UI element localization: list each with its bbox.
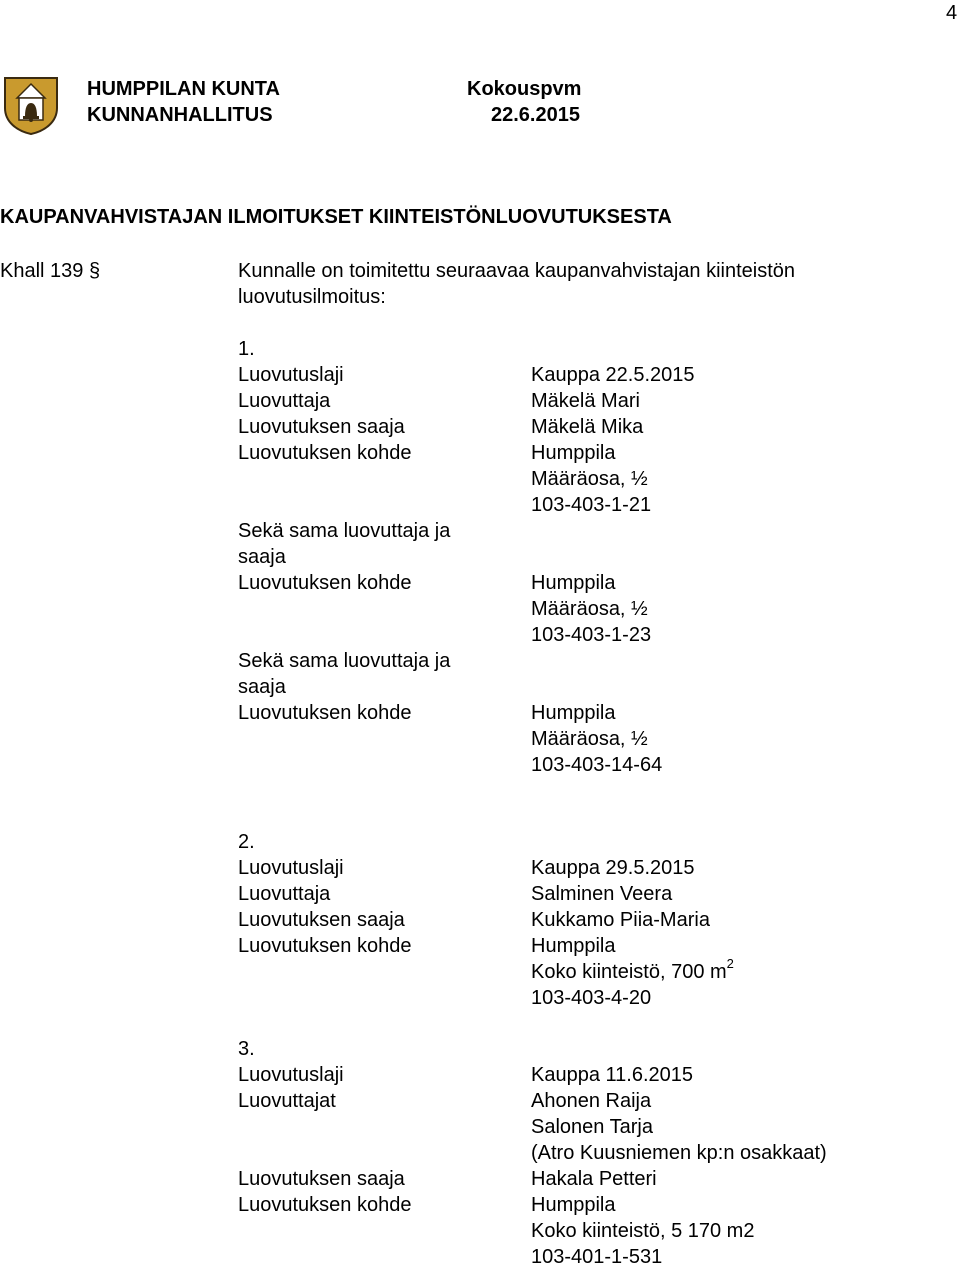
section-number: 2. bbox=[238, 831, 255, 853]
field-label: Luovutuslaji bbox=[238, 364, 344, 386]
field-value: Humppila bbox=[531, 935, 616, 957]
field-value: Humppila bbox=[531, 442, 616, 464]
field-label: Luovuttajat bbox=[238, 1090, 336, 1112]
field-value: Koko kiinteistö, 700 $m^2$ bbox=[531, 956, 734, 983]
field-label: saaja bbox=[238, 676, 286, 698]
org-name: HUMPPILAN KUNTA bbox=[87, 78, 280, 100]
field-value: Kauppa 29.5.2015 bbox=[531, 857, 695, 879]
field-label: Luovutuslaji bbox=[238, 1064, 344, 1086]
field-label: Luovutuksen kohde bbox=[238, 572, 412, 594]
field-value: Salonen Tarja bbox=[531, 1116, 653, 1138]
field-value: Kauppa 22.5.2015 bbox=[531, 364, 695, 386]
section-number: 3. bbox=[238, 1038, 255, 1060]
meeting-date-label: Kokouspvm bbox=[467, 78, 582, 100]
field-label: Luovuttaja bbox=[238, 883, 331, 905]
field-value: 103-403-14-64 bbox=[531, 754, 663, 776]
field-label: Luovutuslaji bbox=[238, 857, 344, 879]
field-value: Määräosa, ½ bbox=[531, 728, 648, 750]
field-value: Kauppa 11.6.2015 bbox=[531, 1064, 694, 1086]
section-reference: Khall 139 § bbox=[0, 260, 101, 282]
field-label: Luovutuksen kohde bbox=[238, 1194, 412, 1216]
org-body: KUNNANHALLITUS bbox=[87, 104, 273, 126]
section-number: 1. bbox=[238, 338, 255, 360]
field-label: Luovutuksen kohde bbox=[238, 442, 412, 464]
document-title: KAUPANVAHVISTAJAN ILMOITUKSET KIINTEISTÖNLUOVUTUKSESTA bbox=[0, 206, 672, 228]
field-label: Luovutuksen saaja bbox=[238, 1168, 405, 1190]
field-label: Luovutuksen kohde bbox=[238, 935, 412, 957]
field-value: 103-403-1-21 bbox=[531, 494, 652, 516]
field-value: Kukkamo Piia-Maria bbox=[531, 909, 710, 931]
field-value: Hakala Petteri bbox=[531, 1168, 657, 1190]
field-value: Määräosa, ½ bbox=[531, 598, 648, 620]
field-value: Mäkelä Mika bbox=[531, 416, 644, 438]
field-value: Ahonen Raija bbox=[531, 1090, 652, 1112]
intro-line-2: luovutusilmoitus: bbox=[238, 286, 386, 308]
field-label: Luovutuksen saaja bbox=[238, 416, 405, 438]
field-value: Mäkelä Mari bbox=[531, 390, 640, 412]
meeting-date: 22.6.2015 bbox=[491, 104, 580, 126]
field-label: Sekä sama luovuttaja ja bbox=[238, 650, 451, 672]
superscript: 2 bbox=[726, 956, 734, 972]
field-label: Luovutuksen saaja bbox=[238, 909, 405, 931]
field-value: Humppila bbox=[531, 572, 616, 594]
field-value: Koko kiinteistö, 5 170 m2 bbox=[531, 1220, 755, 1242]
field-label: Sekä sama luovuttaja ja bbox=[238, 520, 451, 542]
field-label: Luovuttaja bbox=[238, 390, 331, 412]
field-value: (Atro Kuusniemen kp:n osakkaat) bbox=[531, 1142, 827, 1164]
field-label: saaja bbox=[238, 546, 286, 568]
field-value: 103-403-4-20 bbox=[531, 987, 652, 1009]
municipality-crest-logo bbox=[3, 76, 59, 136]
field-label: Luovutuksen kohde bbox=[238, 702, 412, 724]
field-value: 103-403-1-23 bbox=[531, 624, 652, 646]
field-value: Määräosa, ½ bbox=[531, 468, 648, 490]
intro-line-1: Kunnalle on toimitettu seuraavaa kaupanvahvistajan kiinteistön bbox=[238, 260, 796, 282]
field-value: 103-401-1-531 bbox=[531, 1246, 663, 1268]
field-value: Humppila bbox=[531, 702, 616, 724]
field-value: Salminen Veera bbox=[531, 883, 673, 905]
field-value: Humppila bbox=[531, 1194, 616, 1216]
page-number: 4 bbox=[946, 2, 958, 24]
